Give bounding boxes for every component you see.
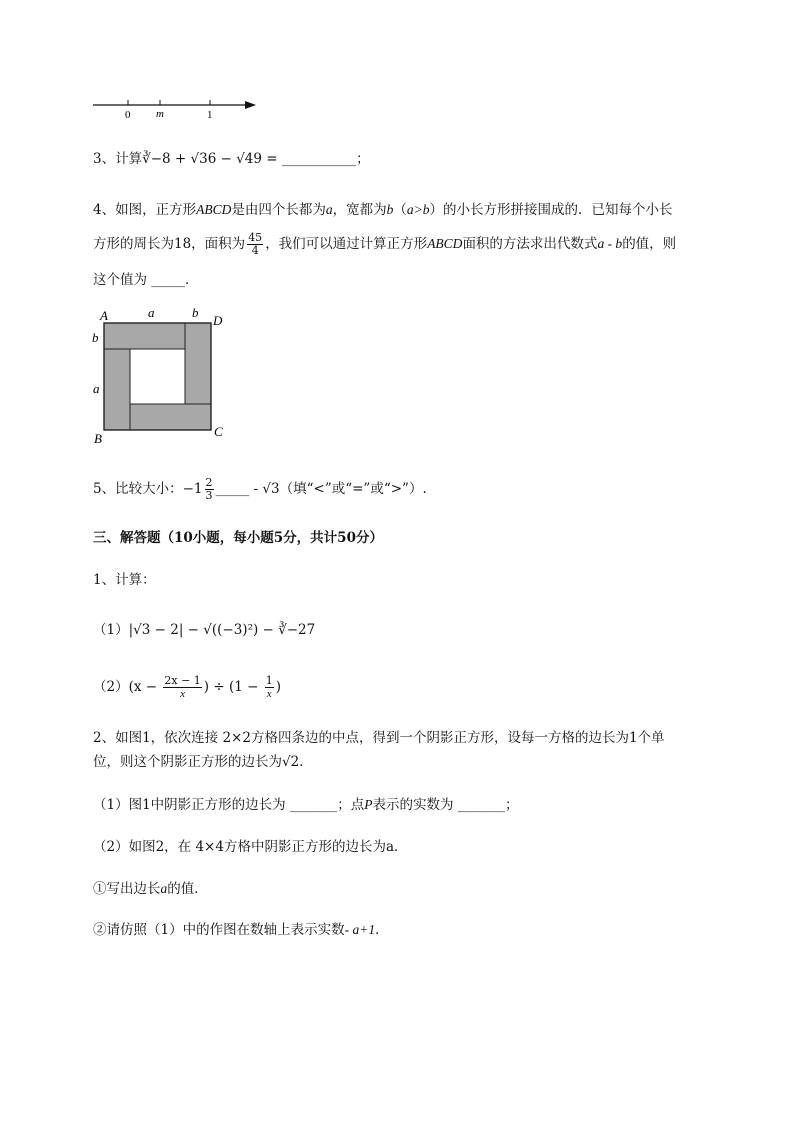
p2-line2: 位，则这个阴影正方形的边长为√2．: [93, 754, 313, 770]
area-fraction: $\frac{45}{4}$: [248, 231, 263, 257]
p2-q2-i: ①写出边长a的值．: [93, 881, 208, 897]
label-left-b: b: [92, 330, 99, 345]
label-C: C: [214, 424, 223, 439]
tick-0: 0: [125, 109, 131, 121]
q3-answer-blank[interactable]: ___________: [281, 151, 357, 167]
p1-title: 1、计算：: [93, 572, 156, 588]
p2-q1: （1）图1中阴影正方形的边长为 _______；点P表示的实数为 _______；: [93, 797, 519, 813]
label-A: A: [100, 308, 108, 323]
square-abcd-figure: [88, 303, 233, 448]
p1-sub2: （2）(x − $\frac{2x - 1}{x}$ ) ÷ (1 − $\frac{1}{x}$ ): [93, 674, 281, 700]
q5-answer-blank[interactable]: _____: [215, 481, 250, 497]
label-top-a: a: [148, 305, 155, 320]
p1-sub1: （1）|√3 − 2| − √((−3)²) − ∛−27: [93, 622, 316, 638]
sqrt-36: √36: [190, 151, 217, 167]
q4-line2: 方形的周长为18，面积为 $\frac{45}{4}$ ，我们可以通过计算正方形ABCD面积的方法求出代数式a - b的值，则: [93, 231, 677, 257]
label-D: D: [213, 313, 223, 328]
sqrt-49: √49: [236, 151, 262, 167]
q5-line: 5、比较大小：−1 $\frac{2}{3}$ _____ - √3（填“<”或“=”或“>”）.: [93, 476, 427, 502]
p2-q2: （2）如图2，在 4×4方格中阴影正方形的边长为a．: [93, 839, 408, 855]
label-left-a: a: [93, 381, 100, 396]
p1-sub1-expression: |√3 − 2| − √((−3)²) − ∛−27: [128, 622, 316, 638]
cube-root-neg8: ∛−8: [142, 151, 171, 167]
tick-1: 1: [207, 109, 213, 121]
number-line: [88, 96, 263, 124]
section-3-title: 三、解答题（10小题，每小题5分，共计50分）: [93, 530, 383, 546]
q4-line3: 这个值为 _____．: [93, 272, 199, 288]
p2-q2-ii: ②请仿照（1）中的作图在数轴上表示实数- a+1．: [93, 922, 389, 938]
label-top-b: b: [192, 305, 199, 320]
tick-m: m: [156, 108, 164, 120]
p2-line1: 2、如图1，依次连接 2×2方格四条边的中点，得到一个阴影正方形，设每一方格的边长为1个单: [93, 730, 665, 746]
q4-line1: 4、如图，正方形ABCD是由四个长都为a，宽都为b（a>b）的小长方形拼接围成的．已知每个小长: [93, 202, 673, 218]
label-B: B: [94, 431, 102, 446]
mixed-fraction: $\frac{2}{3}$: [205, 476, 213, 502]
q3-line: 3、计算∛−8 + √36 − √49 = ___________；: [93, 151, 370, 167]
